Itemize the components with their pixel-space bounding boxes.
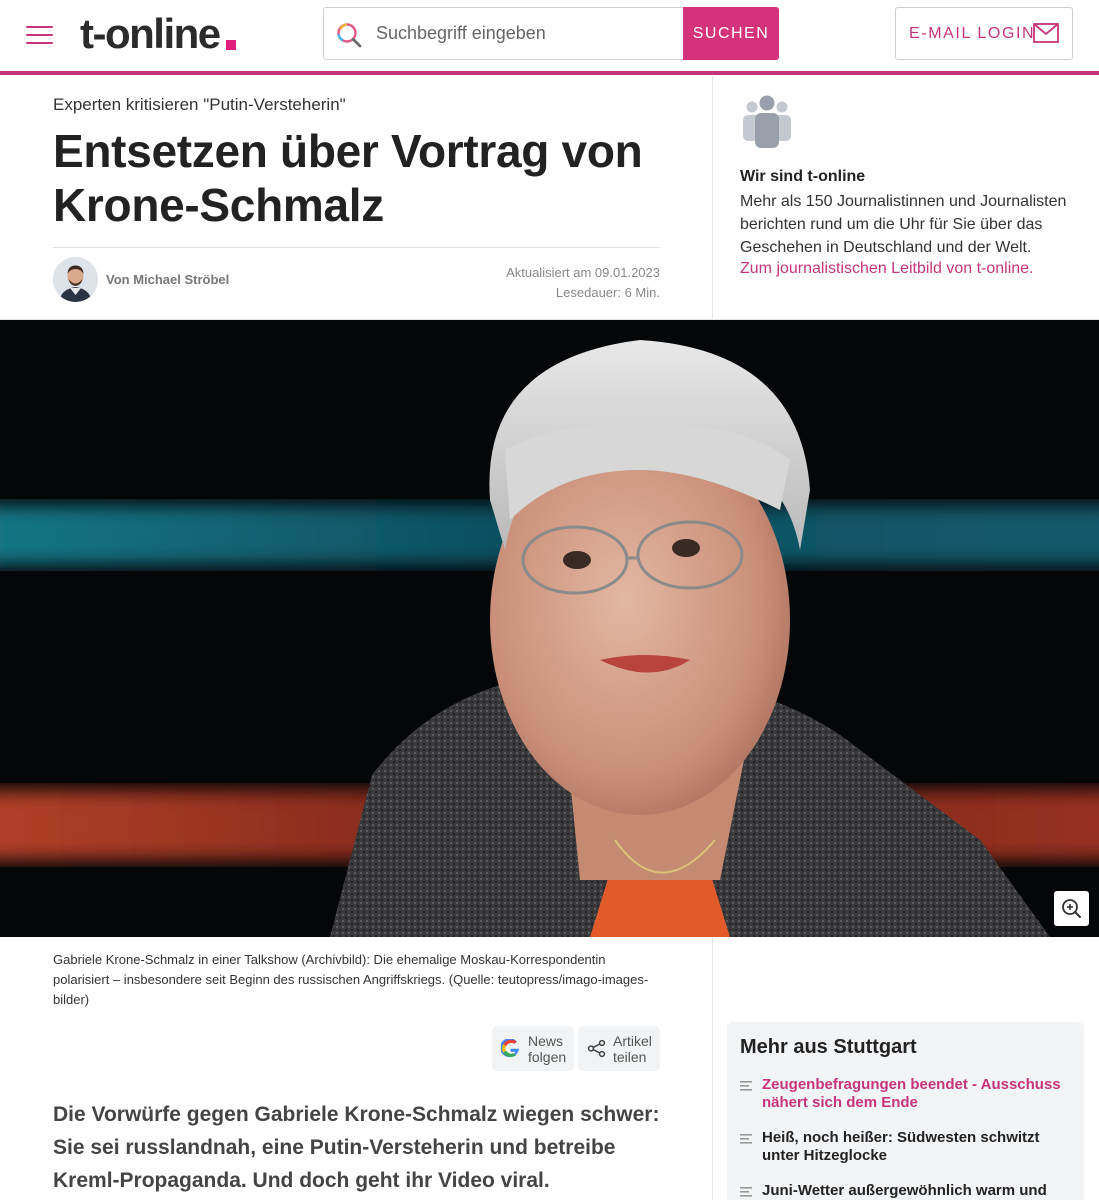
site-header <box>0 0 1099 72</box>
article-list-icon <box>740 1081 752 1091</box>
more-item-1[interactable] <box>740 1076 1070 1116</box>
follow-label: folgen <box>528 1049 567 1065</box>
article-meta <box>506 263 660 303</box>
author-name[interactable]: Von Michael Ströbel <box>106 272 230 287</box>
article-list-icon <box>740 1187 752 1197</box>
logo-dot <box>226 40 236 50</box>
article-kicker: Experten kritisieren "Putin-Versteherin" <box>53 95 346 114</box>
column-divider-lower <box>712 937 713 1200</box>
more-item-text: Zeugenbefragungen beendet - Ausschuss nähert sich dem Ende <box>762 1076 1061 1111</box>
headline-line-1: Entsetzen über Vortrag von <box>53 125 643 177</box>
search-button[interactable]: SUCHEN <box>683 7 779 60</box>
article-headline <box>53 124 693 232</box>
article-label: Artikel <box>613 1033 652 1049</box>
more-item-text: Heiß, noch heißer: Südwesten schwitzt unter Hitzeglocke <box>762 1129 1040 1164</box>
author-avatar[interactable] <box>53 257 98 302</box>
more-item-text: Juni-Wetter außergewöhnlich warm und <box>762 1182 1047 1199</box>
headline-line-2: Krone-Schmalz <box>53 179 384 231</box>
more-item-3[interactable] <box>740 1182 1070 1200</box>
reading-time: Lesedauer: 6 Min. <box>555 285 660 300</box>
menu-icon[interactable] <box>26 24 53 46</box>
site-logo[interactable]: t-online <box>80 10 220 57</box>
search-input[interactable] <box>376 8 676 59</box>
email-login-button[interactable] <box>895 7 1073 60</box>
share-icon <box>587 1039 606 1058</box>
people-icon <box>740 94 794 148</box>
news-label: News <box>528 1033 564 1049</box>
news-follow-label <box>528 1033 566 1065</box>
article-list-icon <box>740 1134 752 1144</box>
updated-date: Aktualisiert am 09.01.2023 <box>506 265 660 280</box>
editorial-guideline-link[interactable]: Zum journalistischen Leitbild von t-online. <box>740 260 1034 277</box>
hero-image[interactable] <box>0 320 1099 937</box>
info-title: Wir sind t-online <box>740 168 866 185</box>
search-icon <box>336 22 362 48</box>
info-text: Mehr als 150 Journalistinnen und Journalisten berichten rund um die Uhr für Sie über das Geschehen in Deutschland und der Welt. <box>740 193 1067 256</box>
more-from-stuttgart-title: Mehr aus Stuttgart <box>740 1036 917 1058</box>
share-article-label <box>613 1033 652 1065</box>
zoom-button[interactable] <box>1054 891 1089 926</box>
share-label: teilen <box>613 1049 647 1065</box>
more-item-2[interactable] <box>740 1129 1070 1169</box>
article-lead: Die Vorwürfe gegen Gabriele Krone-Schmalz wiegen schwer: Sie sei russlandnah, eine Putin-Versteherin und betreibe Kreml-Propaganda. Und doch geht ihr Video viral. <box>53 1103 660 1192</box>
email-login-label: E-MAIL LOGIN <box>909 25 1036 42</box>
zoom-icon <box>1054 891 1089 926</box>
image-caption: Gabriele Krone-Schmalz in einer Talkshow (Archivbild): Die ehemalige Moskau-Korrespondentin polarisiert – insbesondere seit Beginn des russischen Angriffskriegs. (Quelle: teutopress/imago-images-bilder) <box>53 952 649 1007</box>
header-accent-line <box>0 71 1099 75</box>
share-article-button[interactable] <box>578 1026 660 1071</box>
meta-divider <box>53 247 660 248</box>
mail-icon <box>1033 23 1059 43</box>
google-icon <box>501 1039 520 1058</box>
search-box <box>323 7 684 60</box>
column-divider <box>712 76 713 320</box>
google-news-follow-button[interactable] <box>492 1026 574 1071</box>
